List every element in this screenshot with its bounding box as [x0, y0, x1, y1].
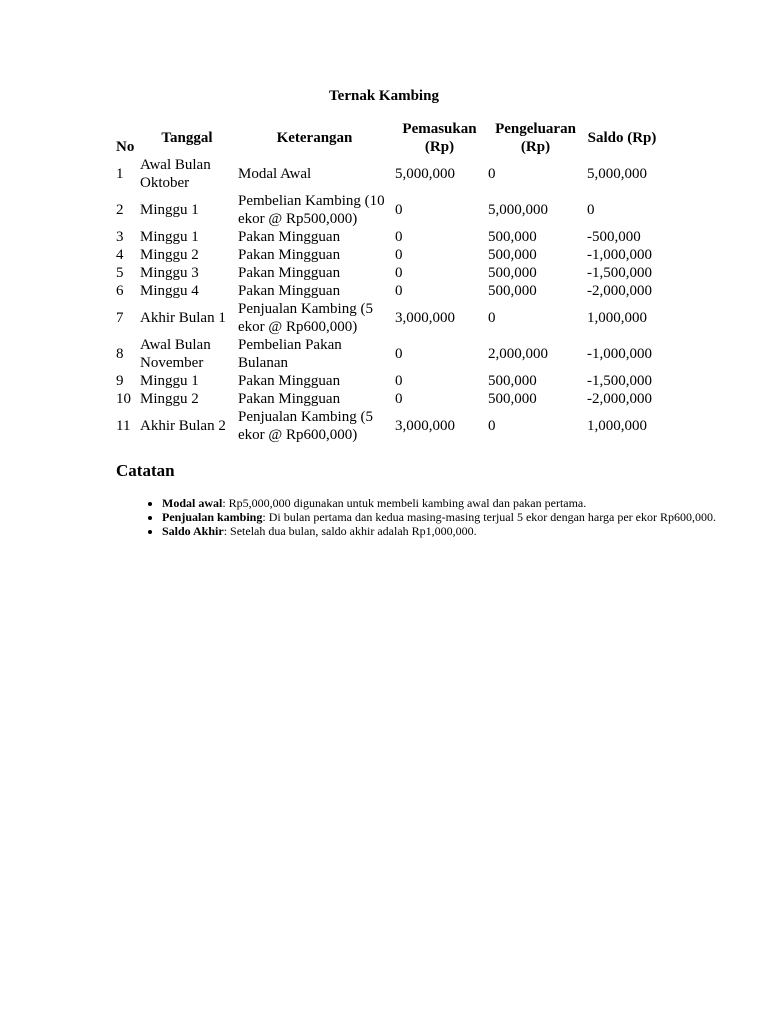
cell-keterangan: Pakan Mingguan [238, 229, 341, 245]
table-row [114, 282, 659, 300]
cell-pengeluaran: 0 [488, 166, 496, 182]
cell-tanggal: Minggu 1 [140, 373, 199, 389]
cell-keterangan: Pakan Mingguan [238, 247, 341, 263]
cell-pengeluaran: 0 [488, 418, 496, 434]
cell-no: 4 [116, 247, 124, 263]
cell-no: 1 [116, 166, 124, 182]
table-header-row [114, 120, 659, 156]
ledger-table [114, 120, 659, 444]
cell-tanggal: Minggu 2 [140, 391, 199, 407]
cell-saldo: -1,500,000 [587, 373, 652, 389]
notes-heading: Catatan [116, 461, 175, 480]
cell-saldo: 5,000,000 [587, 166, 647, 182]
cell-no: 2 [116, 202, 124, 218]
cell-keterangan: Penjualan Kambing (5 ekor @ Rp600,000) [238, 409, 373, 443]
cell-pemasukan: 0 [395, 373, 403, 389]
cell-saldo: -2,000,000 [587, 283, 652, 299]
table-row [114, 390, 659, 408]
cell-no: 8 [116, 346, 124, 362]
header-pemasukan: Pemasukan (Rp) [402, 121, 477, 155]
cell-tanggal: Minggu 1 [140, 202, 199, 218]
cell-keterangan: Pembelian Pakan Bulanan [238, 337, 342, 371]
note-key: Modal awal [162, 496, 223, 510]
table-row [114, 246, 659, 264]
note-text: : Rp5,000,000 digunakan untuk membeli kambing awal dan pakan pertama. [222, 496, 587, 510]
cell-no: 3 [116, 229, 124, 245]
cell-keterangan: Penjualan Kambing (5 ekor @ Rp600,000) [238, 301, 373, 335]
cell-tanggal: Awal Bulan November [140, 337, 211, 371]
cell-keterangan: Pakan Mingguan [238, 265, 341, 281]
cell-pemasukan: 0 [395, 346, 403, 362]
cell-no: 9 [116, 373, 124, 389]
cell-keterangan: Pakan Mingguan [238, 373, 341, 389]
cell-pemasukan: 5,000,000 [395, 166, 455, 182]
note-key: Penjualan kambing [162, 510, 263, 524]
cell-saldo: -2,000,000 [587, 391, 652, 407]
table-row [114, 336, 659, 372]
cell-pemasukan: 3,000,000 [395, 418, 455, 434]
cell-pemasukan: 0 [395, 283, 403, 299]
header-keterangan: Keterangan [276, 130, 353, 146]
cell-pengeluaran: 500,000 [488, 265, 537, 281]
cell-saldo: -500,000 [587, 229, 641, 245]
cell-keterangan: Modal Awal [238, 166, 312, 182]
cell-no: 10 [116, 391, 131, 407]
cell-tanggal: Awal Bulan Oktober [140, 157, 211, 191]
cell-no: 5 [116, 265, 124, 281]
cell-tanggal: Minggu 2 [140, 247, 199, 263]
cell-pemasukan: 3,000,000 [395, 310, 455, 326]
cell-tanggal: Minggu 3 [140, 265, 199, 281]
cell-pemasukan: 0 [395, 391, 403, 407]
list-item [162, 496, 722, 510]
cell-keterangan: Pakan Mingguan [238, 391, 341, 407]
cell-saldo: 1,000,000 [587, 310, 647, 326]
cell-pengeluaran: 500,000 [488, 247, 537, 263]
table-row [114, 372, 659, 390]
cell-pemasukan: 0 [395, 247, 403, 263]
table-row [114, 228, 659, 246]
list-item [162, 524, 722, 538]
cell-tanggal: Akhir Bulan 1 [140, 310, 226, 326]
cell-pengeluaran: 500,000 [488, 391, 537, 407]
table-row [114, 408, 659, 444]
cell-pemasukan: 0 [395, 229, 403, 245]
cell-pengeluaran: 500,000 [488, 229, 537, 245]
cell-no: 7 [116, 310, 124, 326]
header-pengeluaran: Pengeluaran (Rp) [495, 121, 576, 155]
note-text: : Di bulan pertama dan kedua masing-masing terjual 5 ekor dengan harga per ekor Rp600,000. [262, 510, 717, 524]
document-title: Ternak Kambing [329, 88, 439, 104]
note-text: : Setelah dua bulan, saldo akhir adalah Rp1,000,000. [223, 524, 477, 538]
table-row [114, 264, 659, 282]
table-row [114, 300, 659, 336]
header-tanggal: Tanggal [161, 130, 213, 146]
cell-keterangan: Pembelian Kambing (10 ekor @ Rp500,000) [238, 193, 385, 227]
cell-saldo: -1,500,000 [587, 265, 652, 281]
cell-tanggal: Minggu 1 [140, 229, 199, 245]
notes-list [116, 496, 722, 538]
cell-no: 11 [116, 418, 131, 434]
cell-pengeluaran: 0 [488, 310, 496, 326]
table-row [114, 156, 659, 192]
table-row [114, 192, 659, 228]
cell-pemasukan: 0 [395, 202, 403, 218]
header-saldo: Saldo (Rp) [587, 130, 657, 146]
cell-no: 6 [116, 283, 124, 299]
cell-pengeluaran: 500,000 [488, 373, 537, 389]
cell-pengeluaran: 2,000,000 [488, 346, 548, 362]
cell-pengeluaran: 5,000,000 [488, 202, 548, 218]
list-item [162, 510, 722, 524]
cell-pemasukan: 0 [395, 265, 403, 281]
cell-pengeluaran: 500,000 [488, 283, 537, 299]
cell-tanggal: Akhir Bulan 2 [140, 418, 226, 434]
cell-saldo: -1,000,000 [587, 247, 652, 263]
cell-keterangan: Pakan Mingguan [238, 283, 341, 299]
cell-saldo: -1,000,000 [587, 346, 652, 362]
note-key: Saldo Akhir [162, 524, 224, 538]
cell-saldo: 0 [587, 202, 595, 218]
cell-tanggal: Minggu 4 [140, 283, 199, 299]
cell-saldo: 1,000,000 [587, 418, 647, 434]
header-no: No [116, 139, 135, 155]
